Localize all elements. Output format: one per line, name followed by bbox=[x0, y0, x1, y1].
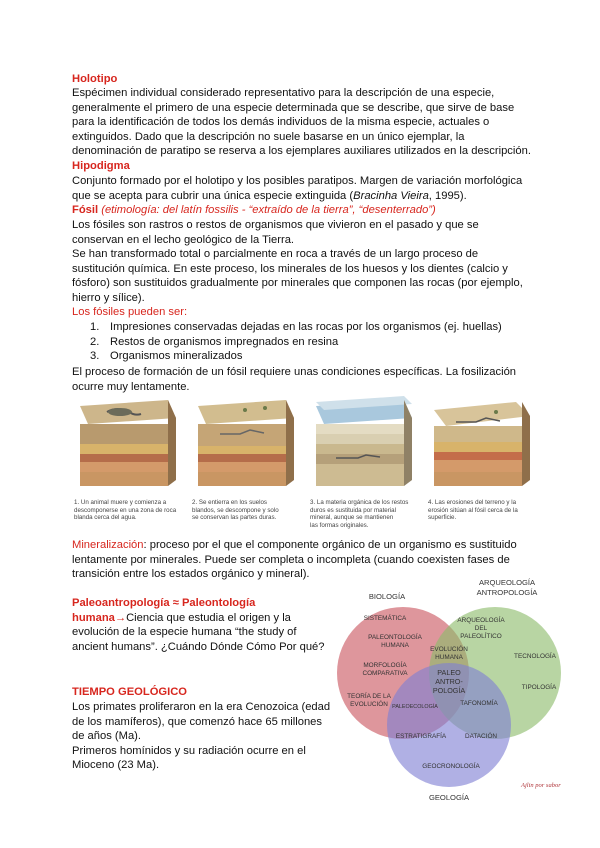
hipodigma-text bbox=[72, 174, 562, 203]
venn-label: MORFOLOGÍA bbox=[363, 662, 407, 669]
text-run: , 1995). bbox=[428, 189, 467, 202]
venn-label: PALEO bbox=[437, 668, 461, 677]
fossil-stage-3-image bbox=[316, 396, 412, 486]
tiempo-text bbox=[72, 700, 342, 773]
text-line: Mineralización: proceso por el que el componente orgánico de un organismo es sustituido bbox=[72, 539, 517, 551]
venn-label: SISTEMÁTICA bbox=[363, 615, 407, 622]
fosil-heading-line bbox=[72, 203, 436, 218]
text-line: extinguidos. Dado que la descripción no suele basarse en un único ejemplar, la bbox=[72, 130, 465, 143]
figure-caption-2: 2. Se entierra en los suelos blandos, se descompone y solo se conservan las partes duras. bbox=[192, 499, 279, 522]
text-line: de los mamíferos), que comenzó hace 65 millones bbox=[72, 715, 322, 728]
fossilization-figure bbox=[72, 396, 532, 496]
text-line: humana→Ciencia que estudia el origen y la bbox=[72, 611, 291, 624]
arrow-icon: → bbox=[114, 611, 127, 624]
venn-label: TAFONOMÍA bbox=[460, 700, 498, 707]
venn-label: GEOCRONOLOGÍA bbox=[422, 763, 480, 770]
venn-label: TECNOLOGÍA bbox=[514, 653, 556, 660]
venn-label: HUMANA bbox=[381, 642, 409, 649]
text-line: hierro y sílice). bbox=[72, 291, 145, 304]
fosil-text bbox=[72, 218, 562, 306]
text-line: lentamente por minerales. Puede ser completa o incompleta (cuando coexisten fases de bbox=[72, 553, 510, 566]
paleo-heading-cont: humana bbox=[72, 611, 115, 624]
venn-label: TIPOLOGÍA bbox=[521, 684, 557, 691]
paleo-heading: Paleoantropología ≈ Paleontología bbox=[72, 597, 256, 609]
text-line: ancient humans”. ¿Cuándo Dónde Cómo Por qué? bbox=[72, 640, 325, 653]
text-line: Los primates proliferaron en la era Cenozoica (edad bbox=[72, 701, 331, 713]
venn-title-biologia: BIOLOGÍA bbox=[368, 592, 406, 601]
list-item: 3. Organismos mineralizados bbox=[90, 350, 243, 363]
text-run: que se acepta para cubrir una única especie extinguida ( bbox=[72, 189, 354, 202]
hipodigma-heading: Hipodigma bbox=[72, 160, 130, 172]
fosil-heading: Fósil bbox=[72, 204, 99, 216]
text-line: denominación de paratipo se reserva a los ejemplares auxiliares utilizados en la descripción. bbox=[72, 145, 531, 158]
venn-label: EVOLUCIÓN bbox=[430, 646, 468, 653]
venn-label: EVOLUCIÓN bbox=[350, 701, 388, 708]
venn-label: DEL bbox=[474, 625, 488, 632]
paleo-section bbox=[72, 596, 342, 654]
citation-author: Bracinha Vieira bbox=[353, 189, 429, 202]
text-line: transición entre los estados orgánico y mineral). bbox=[72, 568, 310, 581]
holotipo-heading: Holotipo bbox=[72, 73, 118, 85]
venn-label: TEORÍA DE LA bbox=[347, 693, 391, 700]
fossil-stage-1-image bbox=[80, 400, 176, 486]
text-line: Se han transformado total o parcialmente en roca a través de un largo proceso de bbox=[72, 248, 479, 261]
venn-label: HUMANA bbox=[435, 654, 463, 661]
venn-label: PALEOECOLOGÍA bbox=[392, 704, 438, 710]
fosil-types-list bbox=[90, 320, 502, 364]
text-line: El proceso de formación de un fósil requiere unas condiciones específicas. La fosilización bbox=[72, 366, 517, 378]
text-line: Conjunto formado por el holotipo y los posibles paratipos. Margen de variación morfológica bbox=[72, 175, 523, 187]
venn-label: DATACIÓN bbox=[464, 733, 498, 740]
text-line: ocurre muy lentamente. bbox=[72, 380, 190, 393]
venn-label: ARQUEOLOGÍA bbox=[457, 617, 505, 624]
venn-title-antropologia: ANTROPOLOGÍA bbox=[476, 588, 538, 597]
holotipo-text bbox=[72, 86, 562, 159]
fossil-stage-4-image bbox=[434, 402, 530, 486]
venn-title-geologia: GEOLOGÍA bbox=[428, 793, 470, 802]
mineralizacion-term: Mineralización bbox=[72, 539, 144, 551]
text-line: sustitución química. En este proceso, los minerales de los huesos y los dientes (calcio y bbox=[72, 262, 508, 275]
fossil-stage-2-image bbox=[198, 400, 294, 486]
venn-label: ESTRATIGRAFÍA bbox=[395, 733, 447, 740]
venn-label: PALEOLÍTICO bbox=[460, 633, 502, 640]
signature: Ajlin por sabor bbox=[521, 782, 561, 789]
venn-label: COMPARATIVA bbox=[362, 670, 408, 677]
venn-diagram bbox=[335, 573, 570, 805]
text-line: Primeros homínidos y su radiación ocurre en el bbox=[72, 744, 306, 757]
fosil-etymology: (etimología: del latín fossilis - “extraído de la tierra”, “desenterrado”) bbox=[101, 204, 436, 216]
venn-label: POLOGÍA bbox=[432, 686, 466, 695]
venn-label: ANTRO- bbox=[435, 677, 463, 686]
tiempo-heading: TIEMPO GEOLÓGICO bbox=[72, 686, 187, 698]
venn-label: PALEONTOLOGÍA bbox=[368, 634, 422, 641]
list-item: 1. Impresiones conservadas dejadas en las rocas por los organismos (ej. huellas) bbox=[90, 321, 502, 333]
figure-caption-1: 1. Un animal muere y comienza a descomponerse en una zona de roca blanda cerca del agua. bbox=[74, 499, 177, 522]
text-line: para la identificación de todos los demás individuos de la misma especie, actuales o bbox=[72, 116, 490, 129]
list-item: 2. Restos de organismos impregnados en resina bbox=[90, 335, 339, 348]
text-line: generalmente el primero de una especie determinada que se describe, que sirve de base bbox=[72, 101, 515, 114]
text-line: conservan en el lecho geológico de la Tierra. bbox=[72, 233, 295, 246]
text-line: Mioceno (23 Ma). bbox=[72, 759, 160, 772]
figure-caption-3: 3. La materia orgánica de los restos duros es sustituida por material mineral, aunque se mantienen las formas originales. bbox=[310, 499, 409, 529]
text-line: fósforo) son sustituidos gradualmente por minerales que componen las rocas (por ejemplo, bbox=[72, 277, 523, 290]
fosil-process-text bbox=[72, 365, 562, 394]
text-line: evolución de la especie humana “the study of bbox=[72, 626, 297, 639]
venn-title-arqueologia: ARQUEOLOGÍA bbox=[478, 578, 536, 587]
text-line: Espécimen individual considerado representativo para la descripción de una especie, bbox=[72, 87, 495, 99]
text-line bbox=[72, 189, 562, 204]
figure-caption-4: 4. Las erosiones del terreno y la erosión sitúan al fósil cerca de la superficie. bbox=[428, 499, 518, 522]
fosil-types-heading: Los fósiles pueden ser: bbox=[72, 306, 188, 318]
text-line: de años (Ma). bbox=[72, 730, 142, 743]
text-line: Los fósiles son rastros o restos de organismos que vivieron en el pasado y que se bbox=[72, 219, 479, 231]
